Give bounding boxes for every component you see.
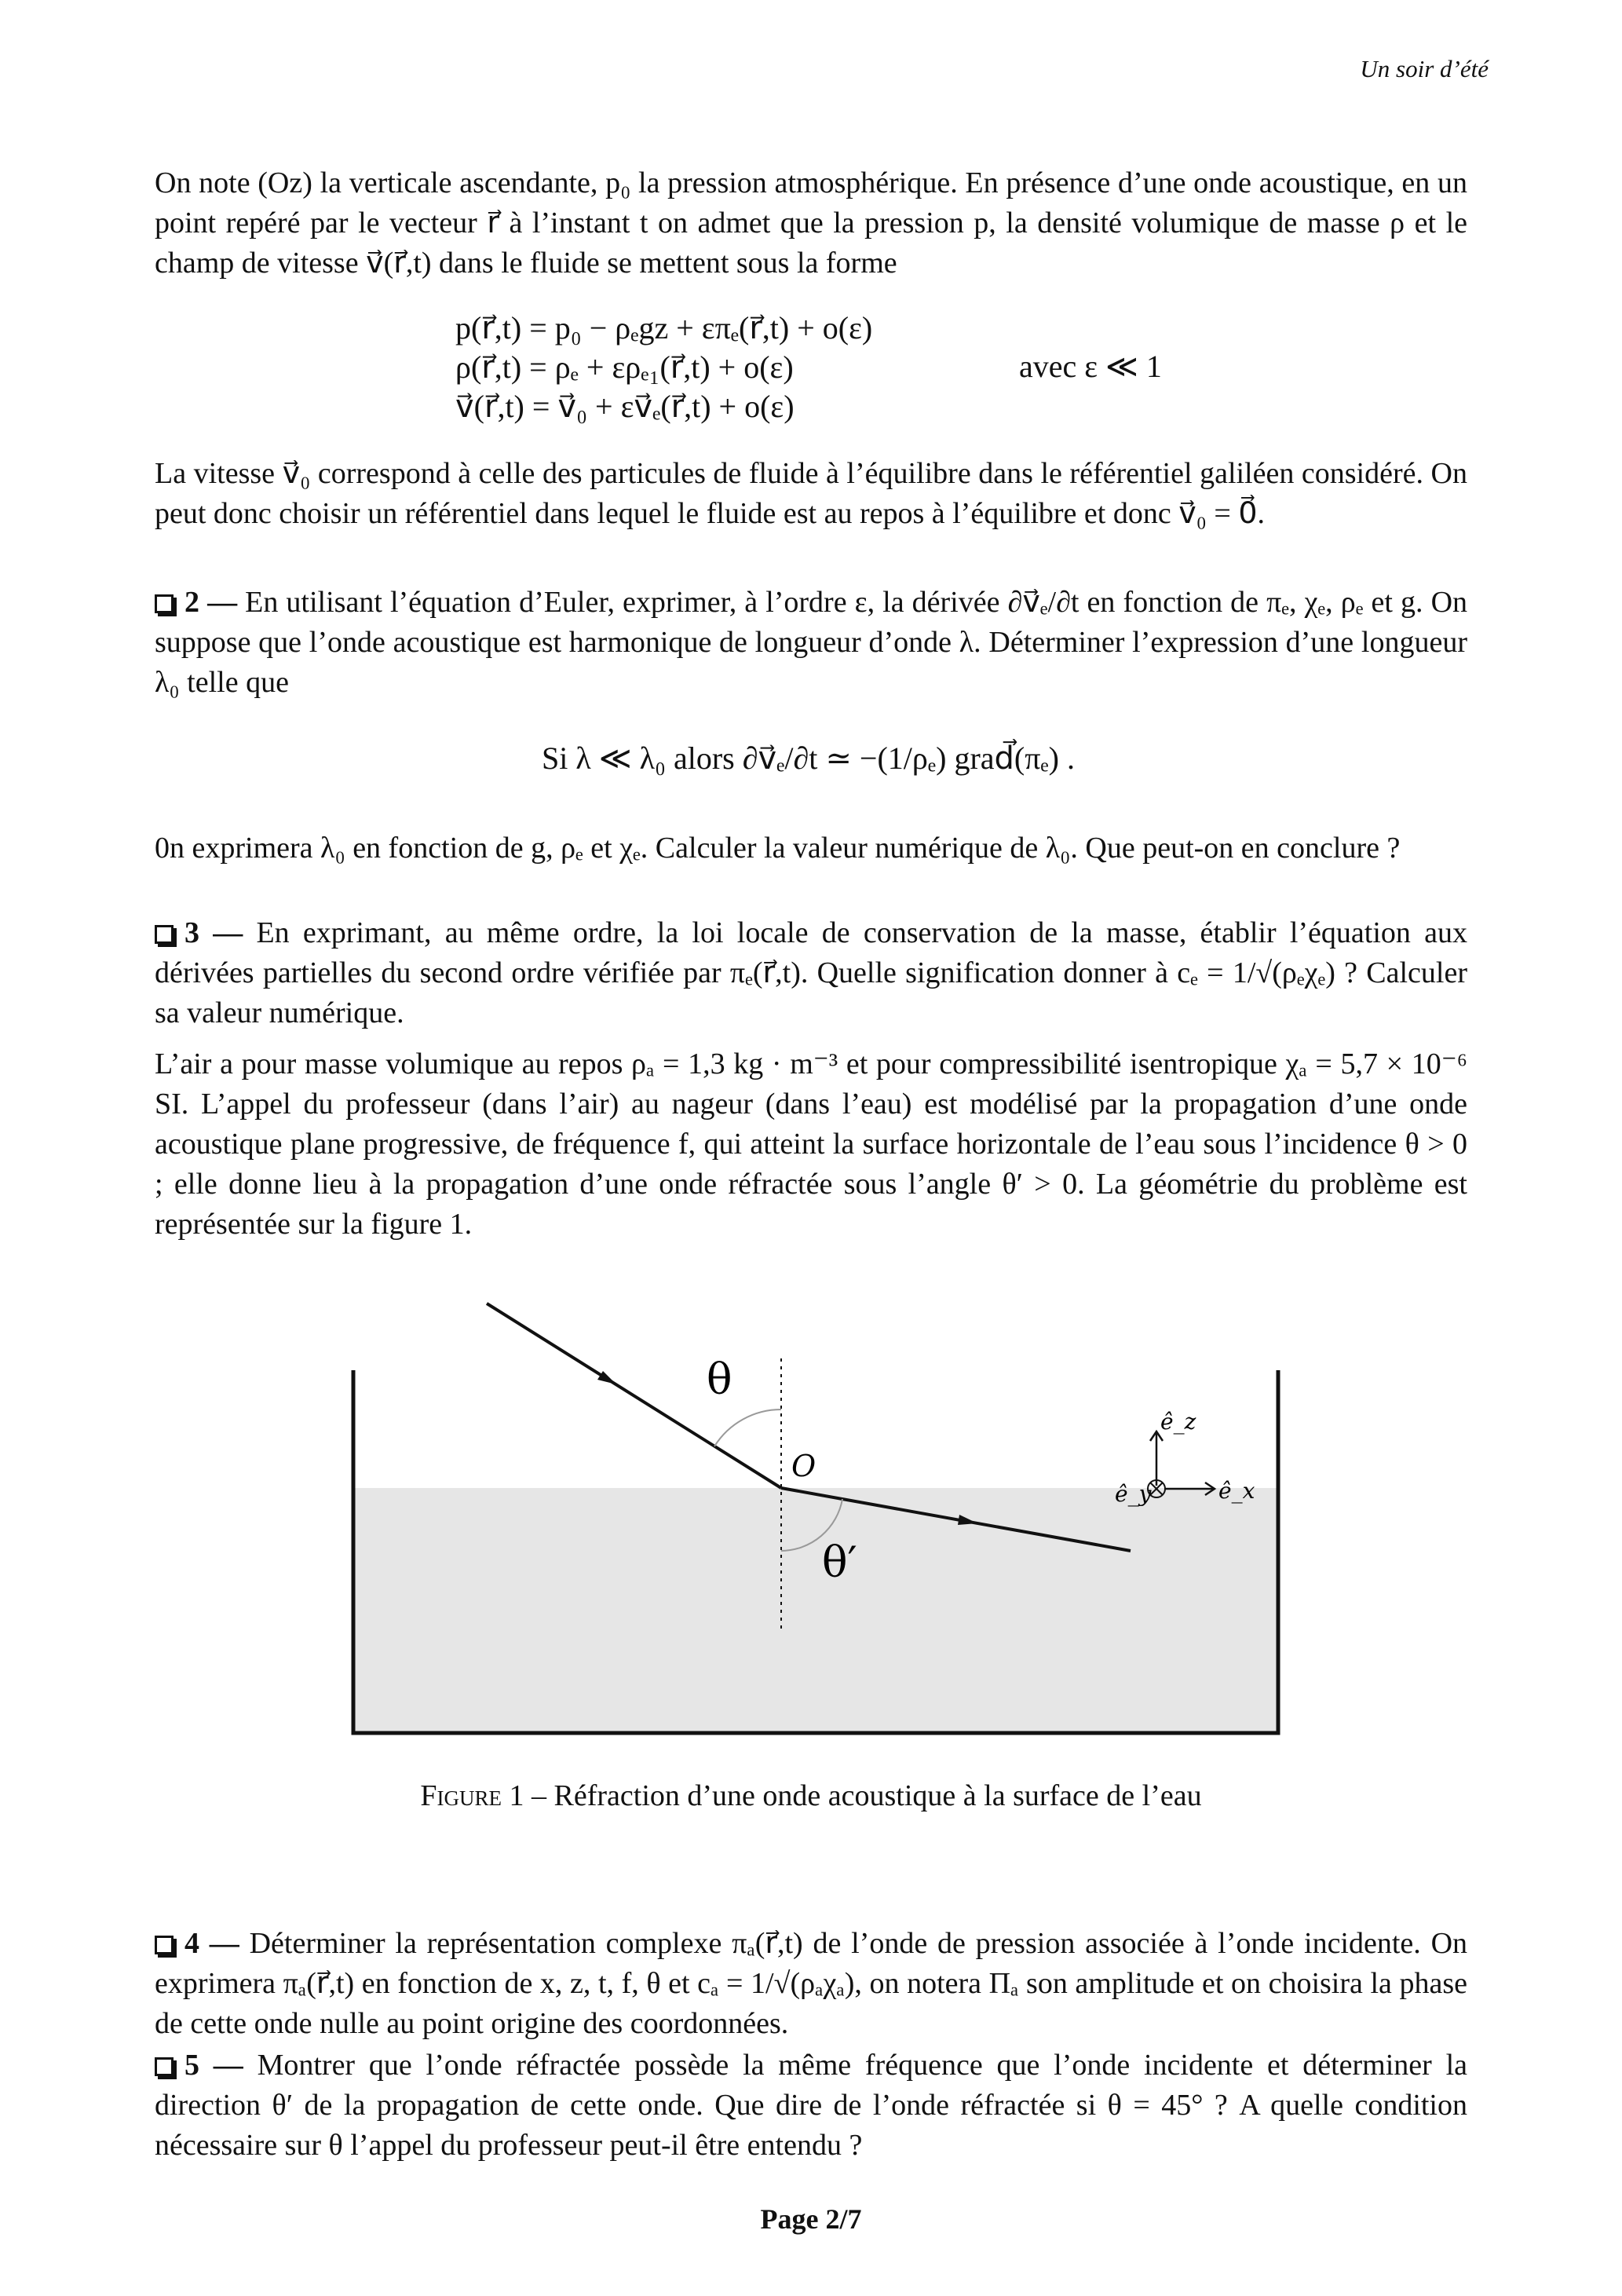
theta-prime-label: θ′ [822,1537,857,1587]
page-number: Page 2/7 [760,2203,862,2235]
figure-caption-text: – Réfraction d’une onde acoustique à la surface de l’eau [524,1779,1202,1812]
density-equation: ρ(r⃗,t) = ρₑ + ερₑ₁(r⃗,t) + o(ε) [455,349,794,385]
incident-ray [487,1303,781,1488]
theta-label: θ [707,1355,732,1404]
origin-label: O [791,1449,816,1483]
intro-paragraph: On note (Oz) la verticale ascendante, p₀ la pression atmosphérique. En présence d’une onde acoustique, en un point repéré par le vecteur r⃗ à l’instant t on admet que la pression p, la densité volumique de masse ρ et le champ de vitesse v⃗(r⃗,t) dans le fluide se mettent sous la forme [155,166,1467,280]
running-header: Un soir d’été [1360,55,1489,82]
figure-caption [0,1779,1622,1813]
velocity-paragraph: La vitesse v⃗₀ correspond à celle des particules de fluide à l’équilibre dans le référentiel galiléen considéré. On peut donc choisir un référentiel dans lequel le fluide est au repos à l’équilibre et donc v⃗₀ = 0⃗. [155,457,1467,530]
question-4 [155,1924,1467,2044]
question-2-equation: Si λ ≪ λ₀ alors ∂v⃗ₑ/∂t ≃ −(1/ρₑ) grad⃗(πₑ) . [542,740,1076,776]
pressure-equation: p(r⃗,t) = p₀ − ρₑgz + επₑ(r⃗,t) + o(ε) [455,310,873,345]
checkbox-icon [155,2057,174,2076]
question-4-text: Déterminer la représentation complexe πₐ(r⃗,t) de l’onde de pression associée à l’onde incidente. On exprimera πₐ(r⃗,t) en fonction de x, z, t, f, θ et cₐ = 1/√(ρₐχₐ), on notera Πₐ son amplitude et on choisira la phase de cette onde nulle au point origine des coordonnées. [155,1927,1468,2040]
refraction-figure [0,1288,1622,1775]
question-5-text: Montrer que l’onde réfractée possède la même fréquence que l’onde incidente et déterminer la direction θ′ de la propagation de cette onde. Que dire de l’onde réfractée si θ = 45° ? A quelle condition nécessaire sur θ l’appel du professeur peut-il être entendu ? [155,2049,1467,2162]
question-4-number: 4 — [184,1927,239,1960]
ey-label: ê_y [1115,1481,1152,1507]
ex-label: ê_x [1218,1478,1255,1504]
theta-arc [714,1409,781,1446]
question-3-text: En exprimant, au même ordre, la loi locale de conservation de la masse, établir l’équation aux dérivées partielles du second ordre vérifiée par πₑ(r⃗,t). Quelle signification donner à cₑ = 1/√(ρₑχₑ) ? Calculer sa valeur numérique. [155,916,1468,1029]
question-3-number: 3 — [184,916,243,949]
field-equations [455,309,872,426]
epsilon-condition: avec ε ≪ 1 [1019,349,1162,384]
question-2 [155,583,1467,703]
water-region [353,1488,1278,1733]
question-5-number: 5 — [184,2049,243,2082]
question-2-followup: 0n exprimera λ₀ en fonction de g, ρₑ et χₑ. Calculer la valeur numérique de λ₀. Que peut-on en conclure ? [155,832,1401,865]
question-5 [155,2046,1467,2166]
checkbox-icon [155,594,174,613]
checkbox-icon [155,1936,174,1954]
velocity-equation: v⃗(r⃗,t) = v⃗₀ + εv⃗ₑ(r⃗,t) + o(ε) [455,389,795,424]
air-paragraph: L’air a pour masse volumique au repos ρₐ = 1,3 kg · m⁻³ et pour compressibilité isentropique χₐ = 5,7 × 10⁻⁶ SI. L’appel du professeur (dans l’air) au nageur (dans l’eau) est modélisé par la propagation d’une onde acoustique plane progressive, de fréquence f, qui atteint la surface horizontale de l’eau sous l’incidence θ > 0 ; elle donne lieu à la propagation d’une onde réfractée sous l’angle θ′ > 0. La géométrie du problème est représentée sur la figure 1. [155,1047,1467,1241]
figure-caption-label: Figure 1 [420,1779,524,1812]
question-3 [155,913,1467,1033]
question-2-text: En utilisant l’équation d’Euler, exprimer, à l’ordre ε, la dérivée ∂v⃗ₑ/∂t en fonction de πₑ, χₑ, ρₑ et g. On suppose que l’onde acoustique est harmonique de longueur d’onde λ. Déterminer l’expression d’une longueur λ₀ telle que [155,586,1468,699]
checkbox-icon [155,925,174,944]
question-2-number: 2 — [184,586,238,619]
ez-label: ê_z [1160,1409,1196,1435]
